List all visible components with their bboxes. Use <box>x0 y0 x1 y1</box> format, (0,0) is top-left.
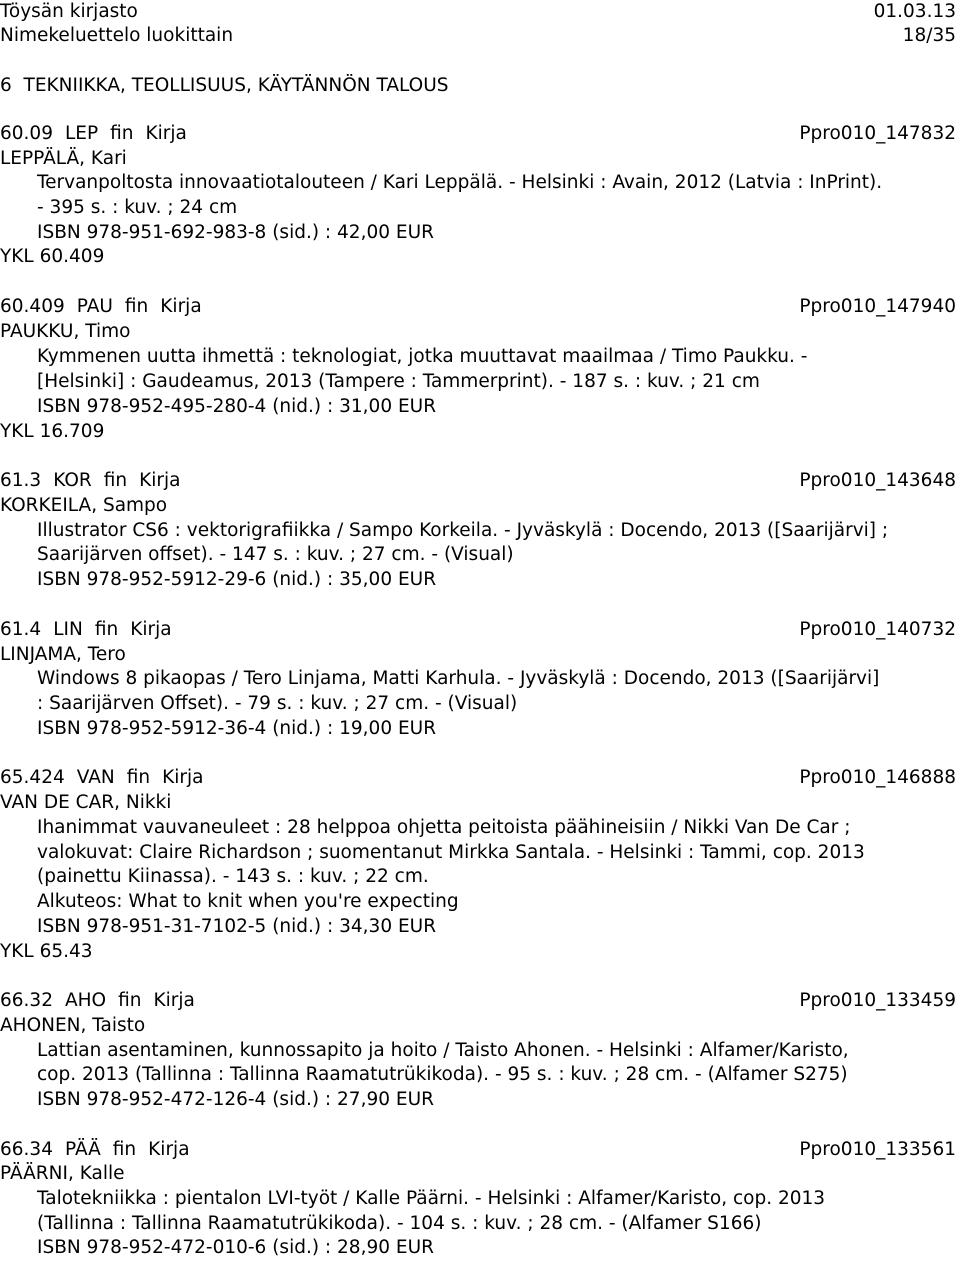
material-type: Kirja <box>145 123 187 144</box>
language: fin <box>126 767 151 788</box>
entry-description-line: : Saarijärven Offset). - 79 s. : kuv. ; 27 cm. - (Visual) <box>37 693 518 714</box>
entry-description-line: [Helsinki] : Gaudeamus, 2013 (Tampere : Tammerprint). - 187 s. : kuv. ; 21 cm <box>37 371 760 392</box>
entry-description-line: Lattian asentaminen, kunnossapito ja hoito / Taisto Ahonen. - Helsinki : Alfamer/Karisto, <box>37 1040 849 1061</box>
call-number: 61.3 <box>0 470 42 491</box>
call-number: 60.409 <box>0 296 65 317</box>
entry-ykl: YKL 60.409 <box>0 246 105 267</box>
record-id: Ppro010_146888 <box>799 767 956 788</box>
entry-header <box>0 618 956 643</box>
entry-author: AHONEN, Taisto <box>0 1015 146 1036</box>
language: fin <box>118 990 142 1011</box>
entry-header <box>0 766 956 791</box>
author-code: LEP <box>64 123 99 144</box>
entry-description-line: Saarijärven offset). - 147 s. : kuv. ; 27 cm. - (Visual) <box>37 544 514 565</box>
section-heading: 6 TEKNIIKKA, TEOLLISUUS, KÄYTÄNNÖN TALOUS <box>0 75 449 96</box>
call-number: 65.424 <box>0 767 65 788</box>
entry-description-line: valokuvat: Claire Richardson ; suomentanut Mirkka Santala. - Helsinki : Tammi, cop. 2013 <box>37 842 865 863</box>
entry-header <box>0 989 956 1014</box>
call-number: 60.09 <box>0 123 53 144</box>
entry-ykl: YKL 65.43 <box>0 941 93 962</box>
entry-author: LINJAMA, Tero <box>0 644 126 665</box>
page-number: 18/35 <box>902 25 956 46</box>
entry-description-line: Windows 8 pikaopas / Tero Linjama, Matti Karhula. - Jyväskylä : Docendo, 2013 ([Saarijärvi] <box>37 668 880 689</box>
entry-description-line: Talotekniikka : pientalon LVI-työt / Kalle Päärni. - Helsinki : Alfamer/Karisto, cop. 2013 <box>37 1188 826 1209</box>
entry-ykl: YKL 16.709 <box>0 421 105 442</box>
entry-description-line: (Tallinna : Tallinna Raamatutrükikoda). - 104 s. : kuv. ; 28 cm. - (Alfamer S166) <box>37 1213 762 1234</box>
material-type: Kirja <box>153 990 195 1011</box>
entry-isbn: ISBN 978-952-5912-36-4 (nid.) : 19,00 EUR <box>37 718 437 739</box>
entry-header <box>0 122 956 147</box>
record-id: Ppro010_147832 <box>799 123 956 144</box>
material-type: Kirja <box>130 619 172 640</box>
entry-header <box>0 295 956 320</box>
material-type: Kirja <box>160 296 202 317</box>
library-name: Töysän kirjasto <box>0 1 138 22</box>
header-row-2 <box>0 24 956 49</box>
entry-isbn: ISBN 978-952-472-126-4 (sid.) : 27,90 EUR <box>37 1089 434 1110</box>
author-code: LIN <box>53 619 83 640</box>
header-row-1 <box>0 0 956 25</box>
call-number: 66.32 <box>0 990 53 1011</box>
author-code: PAU <box>76 296 113 317</box>
entry-description-line: Tervanpoltosta innovaatiotalouteen / Kari Leppälä. - Helsinki : Avain, 2012 (Latvia : InPrint). <box>37 172 883 193</box>
entry-author: KORKEILA, Sampo <box>0 495 168 516</box>
record-id: Ppro010_143648 <box>799 470 956 491</box>
record-id: Ppro010_133561 <box>799 1139 956 1160</box>
print-date: 01.03.13 <box>873 1 956 22</box>
entry-description-line: cop. 2013 (Tallinna : Tallinna Raamatutrükikoda). - 95 s. : kuv. ; 28 cm. - (Alfamer S275) <box>37 1064 848 1085</box>
record-id: Ppro010_147940 <box>799 296 956 317</box>
material-type: Kirja <box>162 767 204 788</box>
entry-author: LEPPÄLÄ, Kari <box>0 148 127 169</box>
entry-header <box>0 469 956 494</box>
entry-isbn: ISBN 978-952-472-010-6 (sid.) : 28,90 EUR <box>37 1237 434 1258</box>
language: fin <box>124 296 149 317</box>
entry-description-line: (painettu Kiinassa). - 143 s. : kuv. ; 22 cm. <box>37 866 429 887</box>
entry-author: PAUKKU, Timo <box>0 321 131 342</box>
entry-description-line: - 395 s. : kuv. ; 24 cm <box>37 197 238 218</box>
entry-author: PÄÄRNI, Kalle <box>0 1163 125 1184</box>
entry-isbn: ISBN 978-951-692-983-8 (sid.) : 42,00 EUR <box>37 222 434 243</box>
entry-isbn: ISBN 978-952-495-280-4 (nid.) : 31,00 EUR <box>37 396 437 417</box>
entry-isbn: ISBN 978-951-31-7102-5 (nid.) : 34,30 EUR <box>37 916 437 937</box>
call-number: 66.34 <box>0 1139 53 1160</box>
language: fin <box>112 1139 137 1160</box>
entry-description-line: Kymmenen uutta ihmettä : teknologiat, jotka muuttavat maailmaa / Timo Paukku. - <box>37 346 808 367</box>
list-subtitle: Nimekeluettelo luokittain <box>0 25 234 46</box>
record-id: Ppro010_133459 <box>799 990 956 1011</box>
author-code: VAN <box>76 767 115 788</box>
entry-original-title: Alkuteos: What to knit when you're expecting <box>37 891 459 912</box>
call-number: 61.4 <box>0 619 42 640</box>
author-code: PÄÄ <box>64 1139 101 1160</box>
language: fin <box>110 123 134 144</box>
entry-isbn: ISBN 978-952-5912-29-6 (nid.) : 35,00 EUR <box>37 569 437 590</box>
entry-author: VAN DE CAR, Nikki <box>0 792 172 813</box>
material-type: Kirja <box>139 470 181 491</box>
entry-description-line: Illustrator CS6 : vektorigrafiikka / Sampo Korkeila. - Jyväskylä : Docendo, 2013 ([Saarijärvi] ; <box>37 520 889 541</box>
author-code: KOR <box>53 470 92 491</box>
language: fin <box>94 619 119 640</box>
material-type: Kirja <box>148 1139 190 1160</box>
author-code: AHO <box>64 990 107 1011</box>
language: fin <box>103 470 128 491</box>
entry-header <box>0 1138 956 1163</box>
record-id: Ppro010_140732 <box>799 619 956 640</box>
entry-description-line: Ihanimmat vauvaneuleet : 28 helppoa ohjetta peitoista päähineisiin / Nikki Van De Car ; <box>37 817 851 838</box>
